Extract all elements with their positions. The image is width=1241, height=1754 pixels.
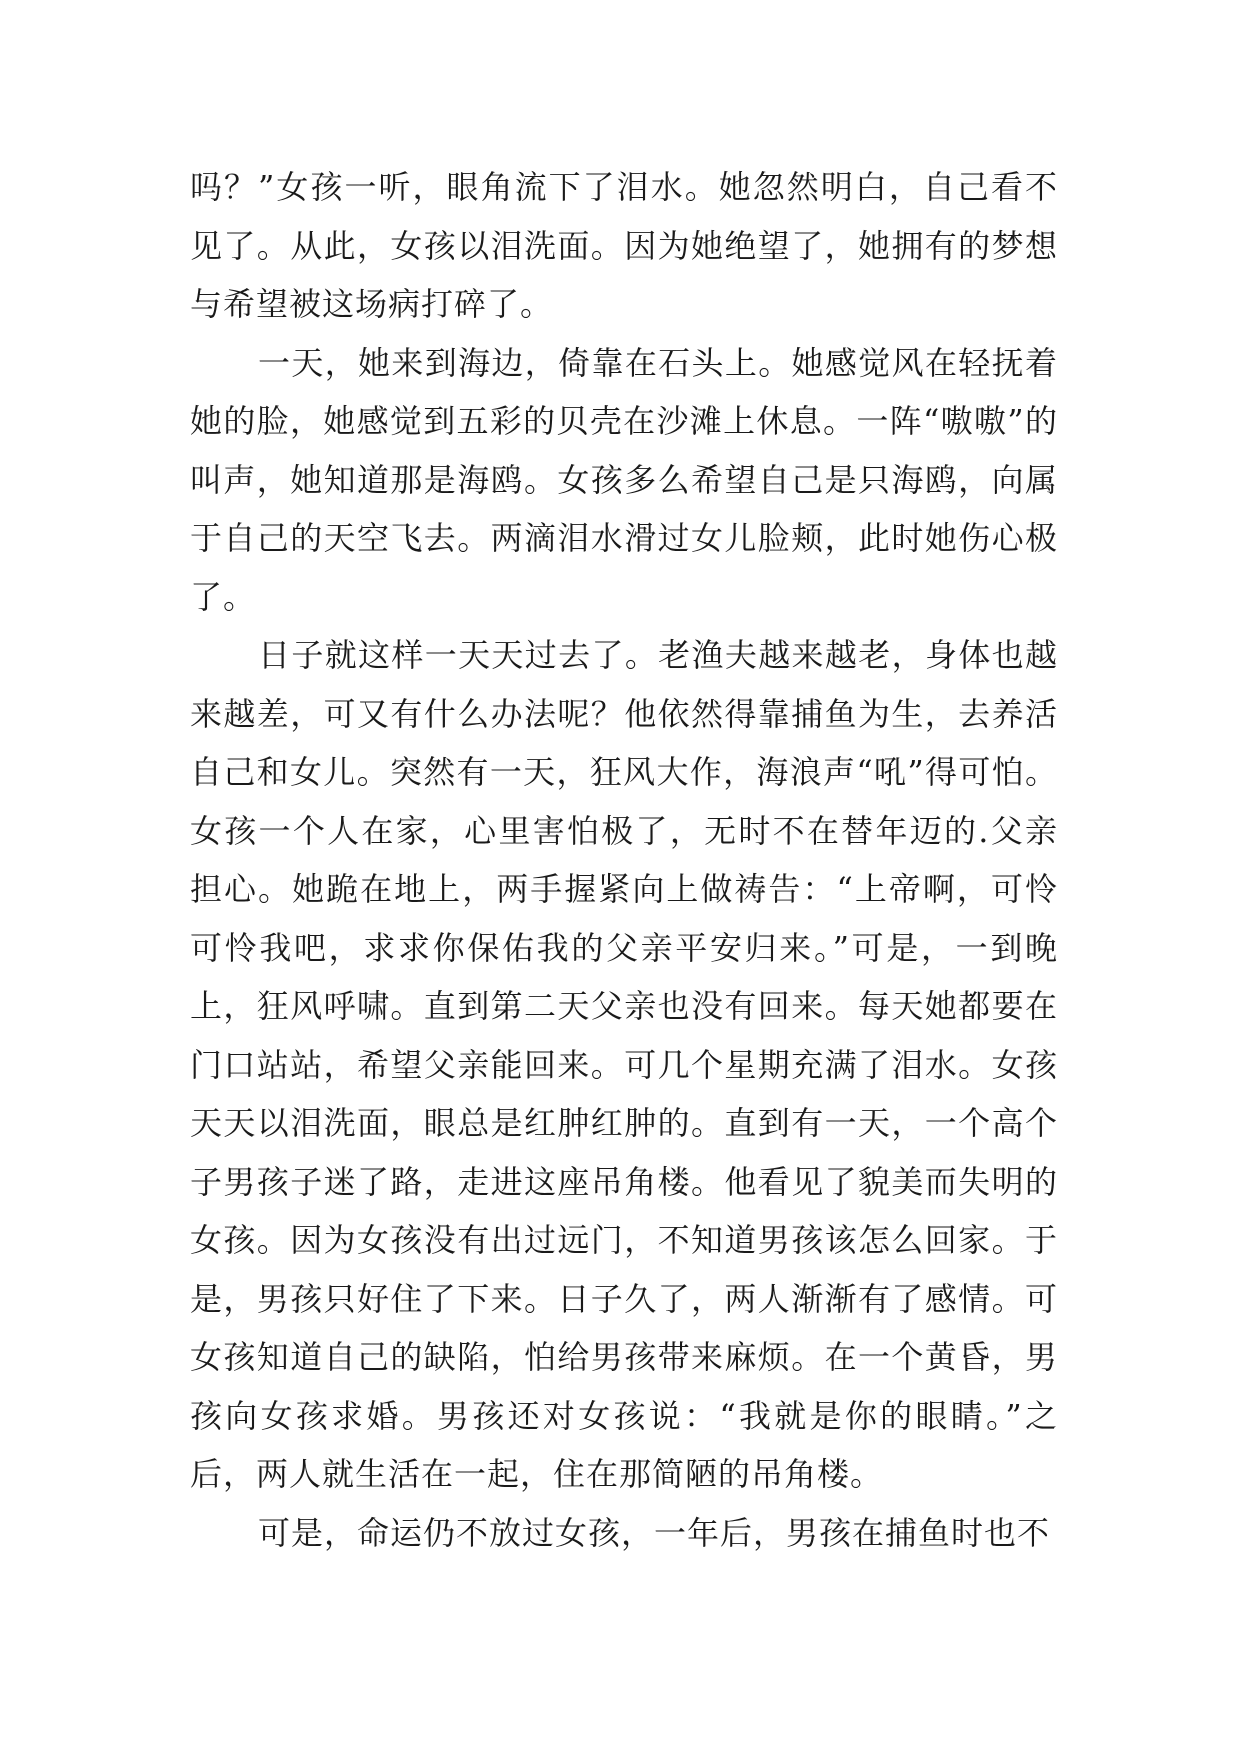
document-page [190, 158, 1058, 1562]
paragraph-2: 一天，她来到海边，倚靠在石头上。她感觉风在轻抚着她的脸，她感觉到五彩的贝壳在沙滩上休息。一阵“嗷嗷”的叫声，她知道那是海鸥。女孩多么希望自己是只海鸥，向属于自己的天空飞去。两滴泪水滑过女儿脸颊，此时她伤心极了。 [190, 343, 1058, 616]
paragraph-4: 可是，命运仍不放过女孩，一年后，男孩在捕鱼时也不 [258, 1513, 1051, 1552]
paragraph-3: 日子就这样一天天过去了。老渔夫越来越老，身体也越来越差，可又有什么办法呢？他依然得靠捕鱼为生，去养活自己和女儿。突然有一天，狂风大作，海浪声“吼”得可怕。女孩一个人在家，心里害怕极了，无时不在替年迈的.父亲担心。她跪在地上，两手握紧向上做祷告：“上帝啊，可怜可怜我吧，求求你保佑我的父亲平安归来。”可是，一到晚上，狂风呼啸。直到第二天父亲也没有回来。每天她都要在门口站站，希望父亲能回来。可几个星期充满了泪水。女孩天天以泪洗面，眼总是红肿红肿的。直到有一天，一个高个子男孩子迷了路，走进这座吊角楼。他看见了貌美而失明的女孩。因为女孩没有出过远门，不知道男孩该怎么回家。于是，男孩只好住了下来。日子久了，两人渐渐有了感情。可女孩知道自己的缺陷，怕给男孩带来麻烦。在一个黄昏，男孩向女孩求婚。男孩还对女孩说：“我就是你的眼睛。”之后，两人就生活在一起，住在那简陋的吊角楼。 [190, 636, 1058, 1493]
paragraph-1: 吗？”女孩一听，眼角流下了泪水。她忽然明白，自己看不见了。从此，女孩以泪洗面。因为她绝望了，她拥有的梦想与希望被这场病打碎了。 [190, 168, 1058, 323]
